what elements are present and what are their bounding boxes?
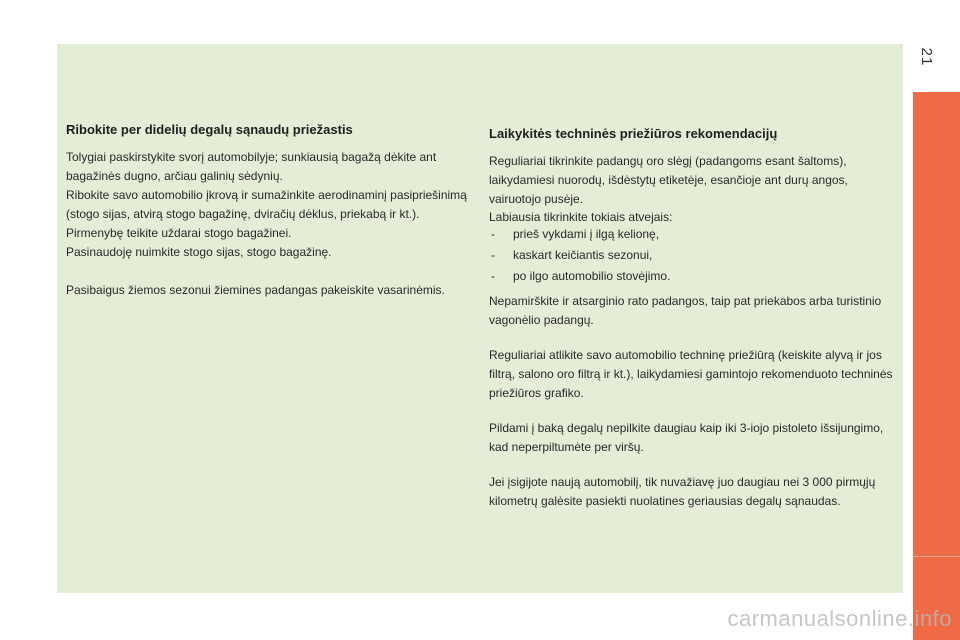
list-item: - po ilgo automobilio stovėjimo. [489,267,894,286]
content-panel [57,44,903,593]
right-paragraph-4: Jei įsigijote naują automobilį, tik nuvažiavę juo daugiau nei 3 000 pirmųjų kilometrų galėsite pasiekti nuolatines geriausias degalų sąnaudas. [489,475,876,508]
left-column [66,122,471,300]
right-intro: Reguliariai tikrinkite padangų oro slėgį (padangoms esant šaltoms), laikydamiesi nuorodų, išdėstytų etiketėje, esančioje ant durų angos, vairuotojo pusėje. [489,154,848,206]
check-list [489,225,894,286]
side-tab-divider [913,556,960,557]
left-paragraph-4: Pasibaigus žiemos sezonui žiemines padangas pakeiskite vasarinėmis. [66,283,445,297]
left-paragraph-3: Pasinaudoję nuimkite stogo sijas, stogo bagažinę. [66,245,332,259]
right-paragraph-1: Nepamirškite ir atsarginio rato padangos, taip pat priekabos arba turistinio vagonėlio padangų. [489,294,882,327]
right-heading: Laikykitės techninės priežiūros rekomendacijų [489,126,778,141]
watermark-text: carmanualsonline.info [727,606,952,631]
list-item: - prieš vykdami į ilgą kelionę, [489,225,894,244]
left-paragraph-1: Tolygiai paskirstykite svorį automobilyje; sunkiausią bagažą dėkite ant bagažinės dugno, arčiau galinių sėdynių. [66,150,437,183]
list-item: - kaskart keičiantis sezonui, [489,246,894,265]
page-number: 21 [918,47,935,67]
left-paragraph-2: Ribokite savo automobilio įkrovą ir sumažinkite aerodinaminį pasipriešinimą (stogo sijas, atvirą stogo bagažinę, dviračių dėklus, priekabą ir kt.). Pirmenybę teikite uždarai stogo bagažinei. [66,188,467,240]
right-list-lead: Labiausia tikrinkite tokiais atvejais: [489,210,673,224]
right-paragraph-3: Pildami į baką degalų nepilkite daugiau kaip iki 3-iojo pistoleto išsijungimo, kad neperpiltumėte per viršų. [489,421,884,454]
chapter-side-tab [913,92,960,640]
right-column [489,122,894,511]
left-heading: Ribokite per didelių degalų sąnaudų priežastis [66,122,353,137]
right-paragraph-2: Reguliariai atlikite savo automobilio techninę priežiūrą (keiskite alyvą ir jos filtrą, salono oro filtrą ir kt.), laikydamiesi gamintojo rekomenduoto techninės priežiūros grafiko. [489,348,893,400]
